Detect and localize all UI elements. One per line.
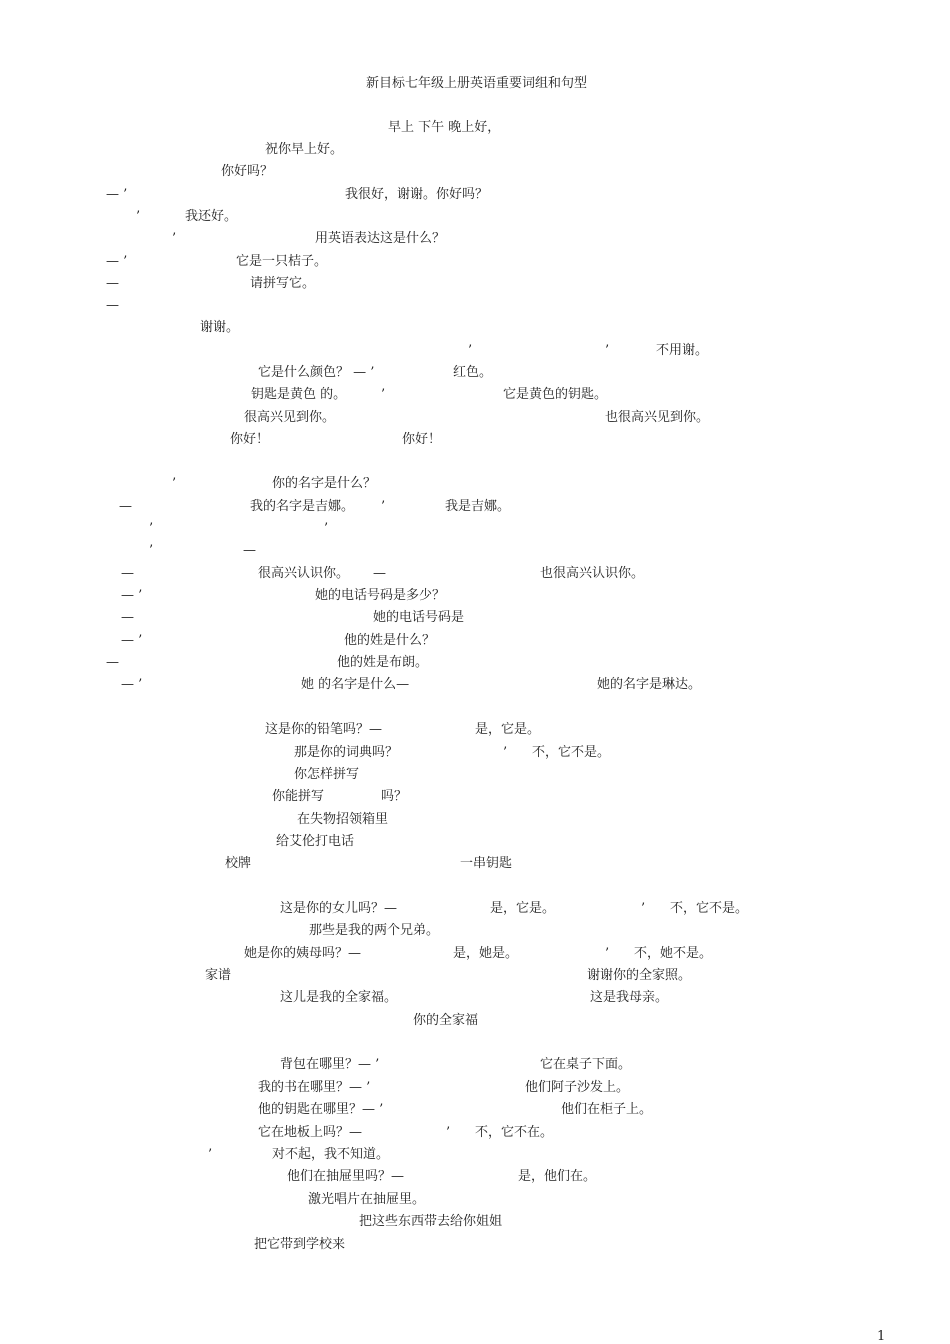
text-line: 我的名字是吉娜。 — [250, 499, 355, 514]
text-line: 是，他们在。 — [518, 1169, 597, 1184]
text-line: 祝你早上好。 — [265, 142, 344, 157]
text-line: 红色。 — [453, 365, 493, 380]
text-line: 你的名字是什么？ — [272, 476, 377, 491]
text-line: 她 的名字是什么— — [301, 677, 410, 692]
text-line: 不，她不是。 — [634, 946, 713, 961]
text-line: 激光唱片在抽屉里。 — [308, 1192, 426, 1207]
text-line: 你好！ — [402, 432, 442, 447]
text-line: ’ — [468, 343, 473, 358]
text-line: — — [373, 566, 386, 581]
text-line: 我很好，谢谢。你好吗？ — [345, 187, 489, 202]
text-line: — ’ — [121, 588, 143, 603]
document-title: 新目标七年级上册英语重要词组和句型 — [366, 76, 588, 91]
text-line: 它在地板上吗？— — [258, 1125, 363, 1140]
text-line: 吗？ — [381, 789, 408, 804]
text-line: ’ — [446, 1125, 451, 1140]
text-line: — ’ — [106, 187, 128, 202]
text-line: 她的名字是琳达。 — [597, 677, 702, 692]
text-line: 那些是我的两个兄弟。 — [309, 923, 440, 938]
text-line: 不，它不是。 — [532, 745, 611, 760]
text-line: 早上 下午 晚上好， — [388, 120, 501, 135]
text-line: 谢谢。 — [200, 320, 240, 335]
text-line: 不，它不在。 — [475, 1125, 554, 1140]
text-line: ’ — [149, 543, 154, 558]
text-line: 背包在哪里？— ’ — [280, 1057, 380, 1072]
text-line: 钥匙是黄色 的。 — [251, 387, 347, 402]
text-line: — ’ — [106, 254, 128, 269]
text-line: 它是什么颜色？ — ’ — [258, 365, 375, 380]
text-line: 她的电话号码是 — [373, 610, 465, 625]
text-line: 他们在抽屉里吗？— — [287, 1169, 405, 1184]
text-line: ’ — [208, 1147, 213, 1162]
text-line: 是，它是。 — [475, 722, 541, 737]
text-line: 他的姓是什么？ — [344, 633, 436, 648]
text-line: 它在桌子下面。 — [540, 1057, 632, 1072]
text-line: — — [121, 610, 134, 625]
text-line: 他们在柜子上。 — [561, 1102, 653, 1117]
text-line: ’ — [324, 521, 329, 536]
text-line: — ’ — [121, 633, 143, 648]
text-line: 她的电话号码是多少？ — [315, 588, 446, 603]
text-line: — — [106, 298, 119, 313]
text-line: 我还好。 — [185, 209, 238, 224]
text-line: 它是黄色的钥匙。 — [503, 387, 608, 402]
text-line: 你好吗？ — [221, 164, 274, 179]
text-line: 这是我母亲。 — [590, 990, 669, 1005]
text-line: ’ — [149, 521, 154, 536]
text-line: 我是吉娜。 — [445, 499, 511, 514]
text-line: — — [243, 543, 256, 558]
text-line: 不，它不是。 — [670, 901, 749, 916]
text-line: ’ — [172, 476, 177, 491]
text-line: 他的钥匙在哪里？— ’ — [258, 1102, 384, 1117]
text-line: — — [106, 655, 119, 670]
text-line: — — [119, 499, 132, 514]
text-line: 不用谢。 — [656, 343, 709, 358]
text-line: 那是你的词典吗？ — [294, 745, 399, 760]
text-line: 这是你的女儿吗？— — [280, 901, 398, 916]
text-line: 你的全家福 — [413, 1013, 479, 1028]
text-line: 给艾伦打电话 — [276, 834, 355, 849]
text-line: ’ — [605, 946, 610, 961]
text-line: 一串钥匙 — [460, 856, 513, 871]
text-line: ’ — [641, 901, 646, 916]
text-line: 你能拼写 — [272, 789, 325, 804]
text-line: — — [121, 566, 134, 581]
text-line: 校牌 — [225, 856, 252, 871]
text-line: 对不起，我不知道。 — [272, 1147, 390, 1162]
text-line: 把它带到学校来 — [254, 1237, 346, 1252]
text-line: 很高兴见到你。 — [244, 410, 336, 425]
text-line: ’ — [136, 209, 141, 224]
text-line: 我的书在哪里？— ’ — [258, 1080, 371, 1095]
text-line: ’ — [172, 231, 177, 246]
text-line: ’ — [381, 387, 386, 402]
text-line: 谢谢你的全家照。 — [587, 968, 692, 983]
text-line: 请拼写它。 — [250, 276, 316, 291]
text-line: 这儿是我的全家福。 — [280, 990, 398, 1005]
text-line: 是，她是。 — [453, 946, 519, 961]
text-line: 他们阿子沙发上。 — [525, 1080, 630, 1095]
text-line: — — [106, 276, 119, 291]
text-line: ’ — [503, 745, 508, 760]
text-line: 她是你的姨母吗？— — [244, 946, 362, 961]
text-line: 也很高兴认识你。 — [540, 566, 645, 581]
text-line: ’ — [381, 499, 386, 514]
text-line: 他的姓是布朗。 — [337, 655, 429, 670]
text-line: 这是你的铅笔吗？— — [265, 722, 383, 737]
text-line: 家谱 — [205, 968, 232, 983]
text-line: 用英语表达这是什么？ — [315, 231, 446, 246]
text-line: 它是一只桔子。 — [236, 254, 328, 269]
text-line: ’ — [605, 343, 610, 358]
text-line: 很高兴认识你。 — [258, 566, 350, 581]
text-line: — ’ — [121, 677, 143, 692]
text-line: 你好！ — [230, 432, 270, 447]
text-line: 也很高兴见到你。 — [605, 410, 710, 425]
text-line: 是，它是。 — [490, 901, 556, 916]
text-line: 你怎样拼写 — [294, 767, 360, 782]
text-line: 在失物招领箱里 — [297, 812, 389, 827]
page-number: 1 — [877, 1329, 886, 1344]
text-line: 把这些东西带去给你姐姐 — [359, 1214, 503, 1229]
